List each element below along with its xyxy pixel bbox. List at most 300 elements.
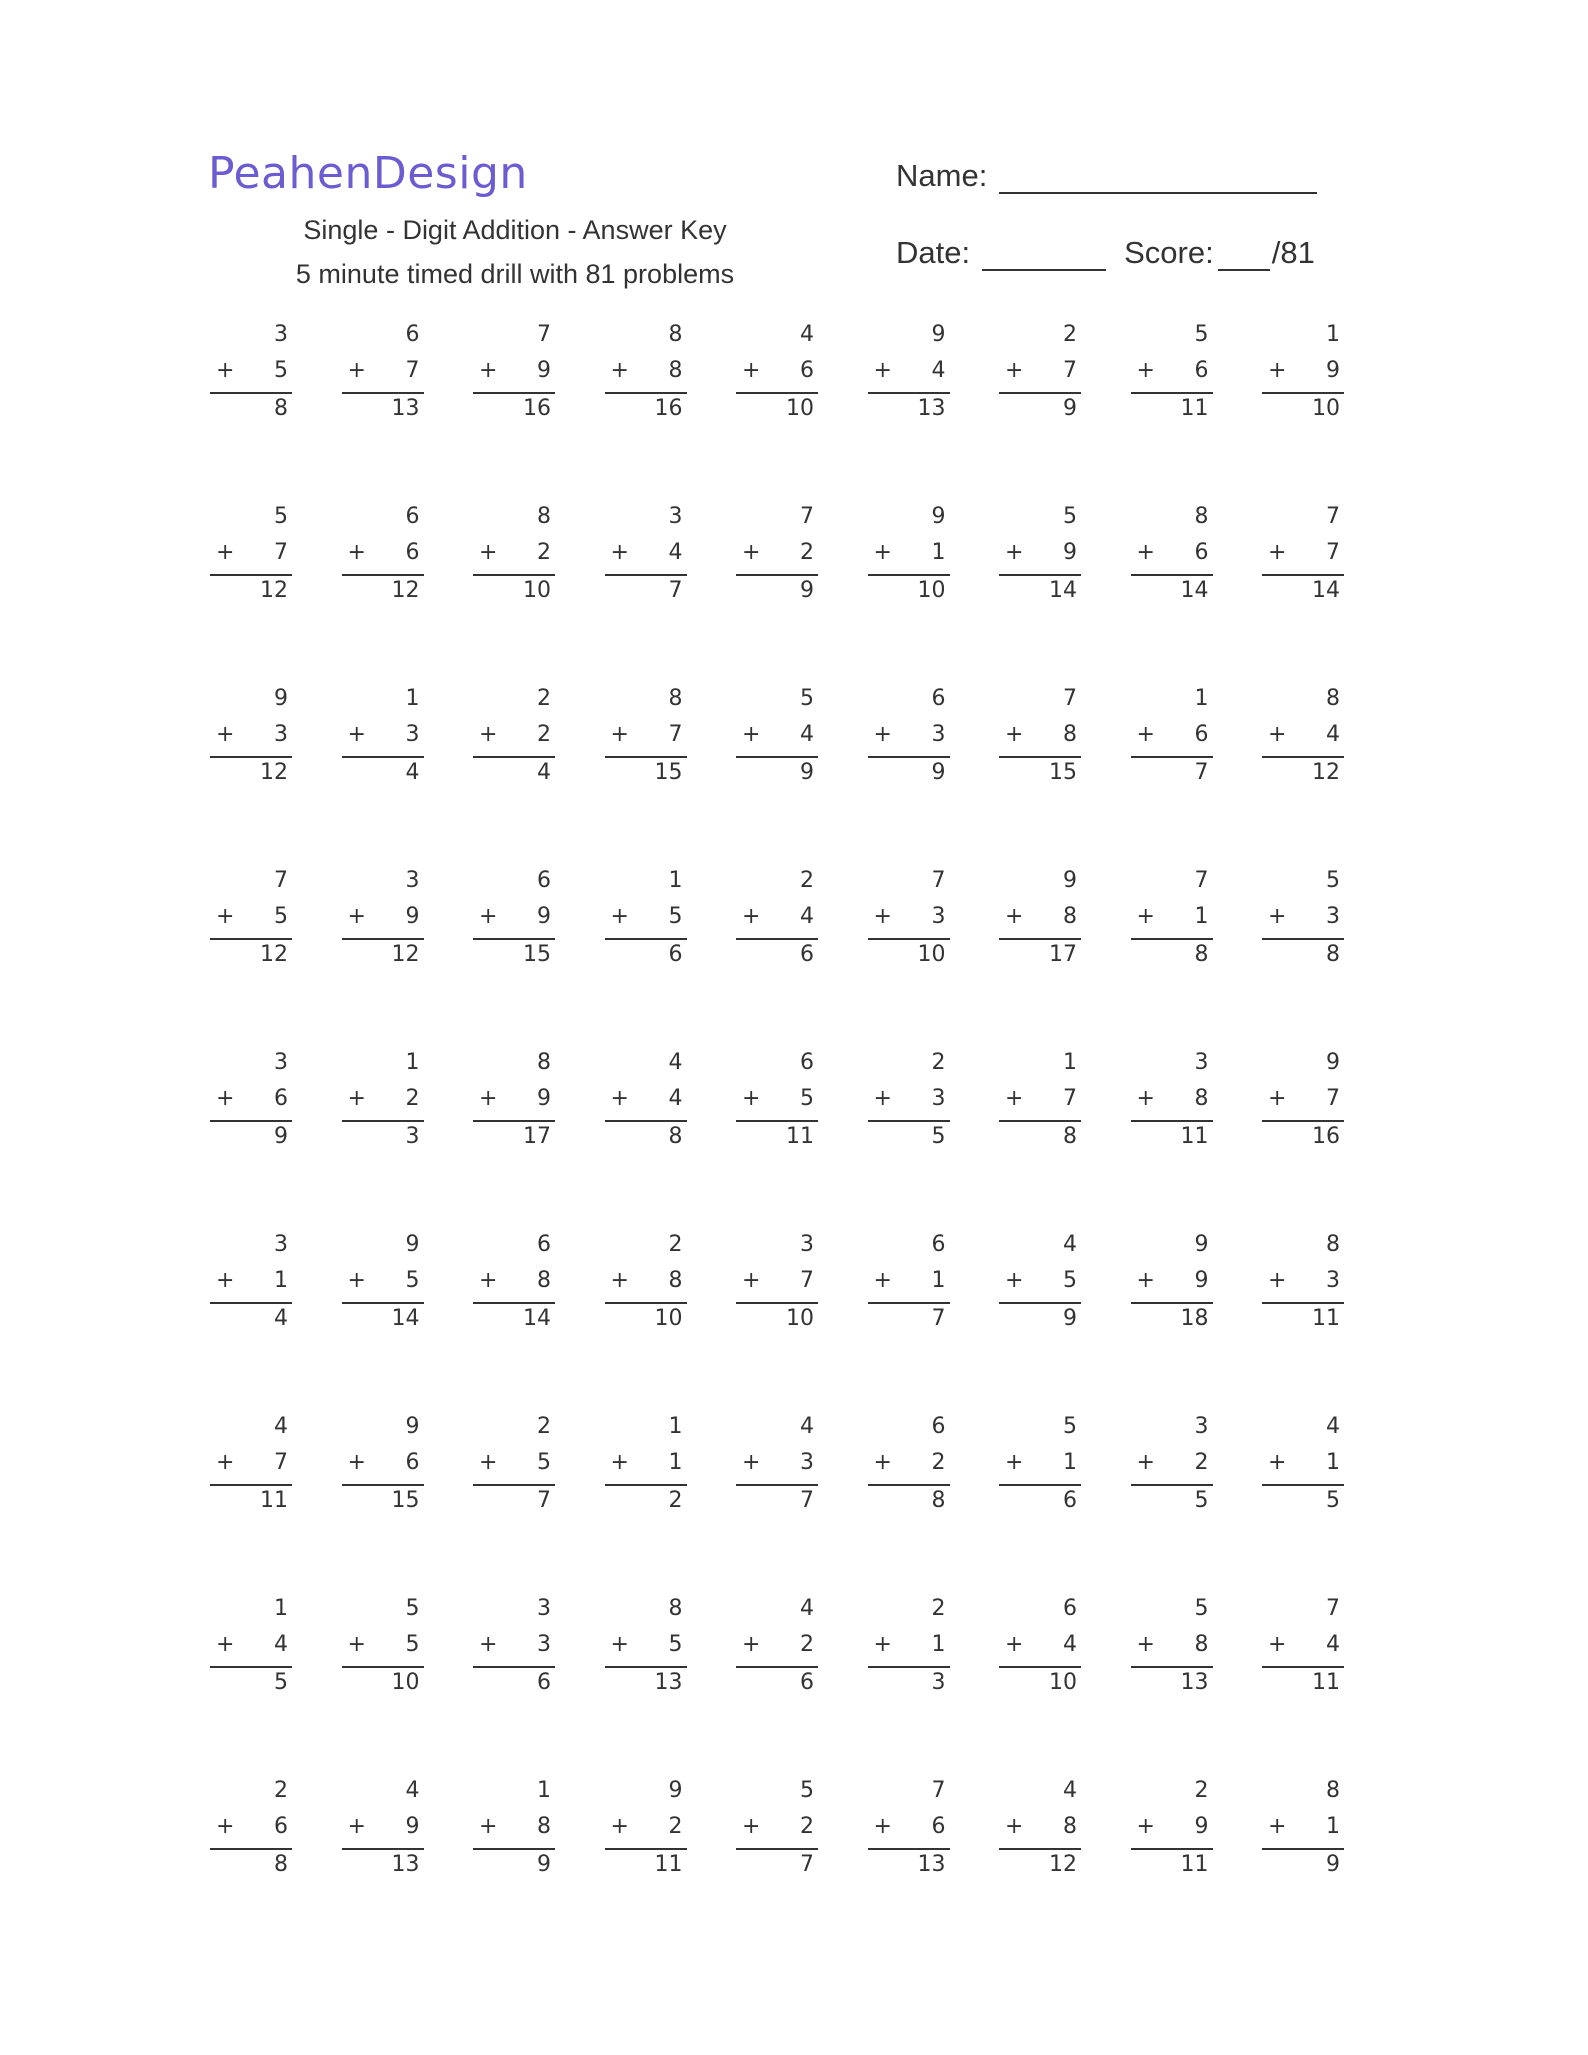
answer: 8 <box>1194 942 1209 967</box>
sum-line <box>1131 574 1213 576</box>
answer: 12 <box>391 578 420 603</box>
sum-line <box>473 1120 555 1122</box>
addition-problem <box>1262 322 1344 432</box>
addend-top: 2 <box>537 686 551 711</box>
addition-problem <box>210 686 292 796</box>
plus-sign: + <box>1136 722 1155 747</box>
addend-bottom: 1 <box>668 1450 683 1475</box>
sum-line <box>736 1666 818 1668</box>
addend-bottom: 9 <box>537 358 551 383</box>
sum-line <box>868 392 950 394</box>
addend-top: 2 <box>1194 1778 1209 1803</box>
addend-top: 5 <box>1194 1596 1209 1621</box>
addition-problem <box>868 686 950 796</box>
addend-bottom: 3 <box>1326 904 1340 929</box>
answer: 5 <box>1194 1488 1209 1513</box>
addition-problem <box>999 322 1081 432</box>
addend-bottom: 6 <box>1194 358 1209 383</box>
plus-sign: + <box>873 1814 892 1839</box>
addition-problem <box>210 868 292 978</box>
addend-bottom: 5 <box>405 1632 420 1657</box>
addend-bottom: 2 <box>1194 1450 1209 1475</box>
addend-bottom: 7 <box>405 358 420 383</box>
addition-problem <box>868 1414 950 1524</box>
plus-sign: + <box>610 1632 629 1657</box>
answer: 9 <box>931 760 946 785</box>
addition-problem <box>605 1414 687 1524</box>
answer: 3 <box>405 1124 420 1149</box>
addend-top: 8 <box>1326 1778 1340 1803</box>
plus-sign: + <box>479 1086 498 1111</box>
sum-line <box>868 1666 950 1668</box>
sum-line <box>473 756 555 758</box>
plus-sign: + <box>1268 1268 1287 1293</box>
sum-line <box>342 756 424 758</box>
addend-top: 1 <box>1063 1050 1077 1075</box>
worksheet-title: Single - Digit Addition - Answer Key <box>303 215 727 245</box>
sum-line <box>1131 392 1213 394</box>
addition-problem <box>868 1778 950 1888</box>
answer: 15 <box>391 1488 420 1513</box>
plus-sign: + <box>873 904 892 929</box>
sum-line <box>605 1484 687 1486</box>
addend-bottom: 4 <box>668 540 683 565</box>
sum-line <box>210 1848 292 1850</box>
sum-line <box>1131 1120 1213 1122</box>
sum-line <box>1262 1120 1344 1122</box>
date-label: Date: <box>896 235 971 270</box>
answer: 9 <box>1063 396 1077 421</box>
addend-top: 6 <box>931 1232 946 1257</box>
answer: 12 <box>260 578 288 603</box>
addend-top: 1 <box>405 1050 420 1075</box>
plus-sign: + <box>742 904 761 929</box>
addend-bottom: 6 <box>800 358 814 383</box>
sum-line <box>342 1484 424 1486</box>
addend-bottom: 7 <box>1063 358 1077 383</box>
sum-line <box>999 1302 1081 1304</box>
addend-top: 3 <box>405 868 420 893</box>
addition-problem <box>342 1414 424 1524</box>
plus-sign: + <box>347 904 366 929</box>
addition-problem <box>1131 1232 1213 1342</box>
addition-problem <box>999 1778 1081 1888</box>
addition-problem <box>736 1778 818 1888</box>
plus-sign: + <box>216 722 235 747</box>
answer: 6 <box>800 942 814 967</box>
addend-top: 3 <box>1194 1050 1209 1075</box>
plus-sign: + <box>1136 1268 1155 1293</box>
answer: 13 <box>917 1852 946 1877</box>
plus-sign: + <box>347 1086 366 1111</box>
plus-sign: + <box>1136 1086 1155 1111</box>
addend-bottom: 9 <box>1194 1814 1209 1839</box>
addend-top: 2 <box>668 1232 683 1257</box>
plus-sign: + <box>216 358 235 383</box>
answer: 7 <box>931 1306 946 1331</box>
addition-problem <box>473 322 555 432</box>
plus-sign: + <box>479 540 498 565</box>
addend-top: 9 <box>1326 1050 1340 1075</box>
plus-sign: + <box>216 1632 235 1657</box>
addend-bottom: 8 <box>668 358 683 383</box>
answer: 8 <box>668 1124 683 1149</box>
sum-line <box>473 1302 555 1304</box>
plus-sign: + <box>216 1814 235 1839</box>
plus-sign: + <box>1005 904 1024 929</box>
addition-problem <box>736 322 818 432</box>
addition-problem <box>736 1414 818 1524</box>
answer: 9 <box>800 578 814 603</box>
plus-sign: + <box>1005 540 1024 565</box>
answer: 8 <box>931 1488 946 1513</box>
addition-problem <box>1262 1596 1344 1706</box>
addend-bottom: 2 <box>537 722 551 747</box>
addend-bottom: 8 <box>1063 904 1077 929</box>
addend-top: 4 <box>1326 1414 1340 1439</box>
addend-top: 4 <box>1063 1232 1077 1257</box>
addition-problem <box>473 1596 555 1706</box>
addition-problem <box>736 1232 818 1342</box>
addition-problem <box>342 686 424 796</box>
plus-sign: + <box>479 358 498 383</box>
addend-bottom: 5 <box>668 904 683 929</box>
plus-sign: + <box>742 1450 761 1475</box>
addend-top: 6 <box>1063 1596 1077 1621</box>
addend-top: 5 <box>800 1778 814 1803</box>
sum-line <box>210 392 292 394</box>
addend-bottom: 1 <box>931 1268 946 1293</box>
addend-bottom: 6 <box>274 1814 288 1839</box>
sum-line <box>736 938 818 940</box>
plus-sign: + <box>610 1814 629 1839</box>
sum-line <box>1262 1484 1344 1486</box>
addend-bottom: 9 <box>1194 1268 1209 1293</box>
addend-top: 1 <box>1194 686 1209 711</box>
addend-top: 2 <box>931 1596 946 1621</box>
addition-problem <box>342 322 424 432</box>
answer: 5 <box>1326 1488 1340 1513</box>
addition-problem <box>736 1596 818 1706</box>
plus-sign: + <box>1268 1086 1287 1111</box>
addend-bottom: 1 <box>274 1268 288 1293</box>
answer: 15 <box>523 942 551 967</box>
addition-problem <box>1131 322 1213 432</box>
addend-bottom: 1 <box>1326 1814 1340 1839</box>
answer: 8 <box>274 1852 288 1877</box>
addend-bottom: 5 <box>668 1632 683 1657</box>
plus-sign: + <box>1005 1086 1024 1111</box>
addition-problem <box>736 504 818 614</box>
addend-top: 8 <box>668 1596 683 1621</box>
addend-bottom: 2 <box>537 540 551 565</box>
addition-problem <box>999 1232 1081 1342</box>
addend-top: 7 <box>800 504 814 529</box>
answer: 7 <box>800 1852 814 1877</box>
addend-top: 7 <box>1326 504 1340 529</box>
plus-sign: + <box>1005 1632 1024 1657</box>
addend-top: 8 <box>668 686 683 711</box>
answer: 14 <box>1180 578 1209 603</box>
answer: 6 <box>800 1670 814 1695</box>
plus-sign: + <box>873 540 892 565</box>
plus-sign: + <box>873 358 892 383</box>
plus-sign: + <box>347 722 366 747</box>
name-label: Name: <box>896 158 988 193</box>
sum-line <box>210 756 292 758</box>
answer: 11 <box>1180 1852 1209 1877</box>
plus-sign: + <box>1268 1814 1287 1839</box>
addend-top: 8 <box>1326 686 1340 711</box>
addend-top: 9 <box>405 1414 420 1439</box>
addend-top: 3 <box>274 322 288 347</box>
addend-top: 7 <box>274 868 288 893</box>
sum-line <box>605 938 687 940</box>
addend-bottom: 9 <box>537 1086 551 1111</box>
addition-problem <box>1131 1778 1213 1888</box>
addend-bottom: 2 <box>405 1086 420 1111</box>
addend-bottom: 2 <box>668 1814 683 1839</box>
plus-sign: + <box>216 540 235 565</box>
addend-bottom: 6 <box>405 1450 420 1475</box>
plus-sign: + <box>347 1632 366 1657</box>
score-total: /81 <box>1271 235 1315 270</box>
addend-top: 8 <box>537 504 551 529</box>
addition-problem <box>605 1596 687 1706</box>
addition-problem <box>868 868 950 978</box>
addend-bottom: 5 <box>274 904 288 929</box>
answer: 14 <box>391 1306 420 1331</box>
answer: 2 <box>668 1488 683 1513</box>
addend-bottom: 4 <box>1326 1632 1340 1657</box>
sum-line <box>605 756 687 758</box>
addend-top: 3 <box>537 1596 551 1621</box>
addition-problem <box>999 504 1081 614</box>
addend-bottom: 8 <box>537 1814 551 1839</box>
addition-problem <box>868 1232 950 1342</box>
addition-problem <box>605 1232 687 1342</box>
sum-line <box>1262 392 1344 394</box>
addend-top: 8 <box>537 1050 551 1075</box>
addition-problem <box>210 504 292 614</box>
addition-problem <box>473 504 555 614</box>
addition-problem <box>342 504 424 614</box>
addend-top: 9 <box>405 1232 420 1257</box>
addend-top: 6 <box>405 322 420 347</box>
addend-bottom: 1 <box>1194 904 1209 929</box>
sum-line <box>210 574 292 576</box>
answer: 14 <box>1049 578 1077 603</box>
answer: 8 <box>1063 1124 1077 1149</box>
sum-line <box>736 574 818 576</box>
answer: 10 <box>391 1670 420 1695</box>
sum-line <box>210 1666 292 1668</box>
plus-sign: + <box>742 722 761 747</box>
addition-problem <box>210 1232 292 1342</box>
addition-problem <box>1131 1050 1213 1160</box>
plus-sign: + <box>1136 1450 1155 1475</box>
sum-line <box>605 574 687 576</box>
addend-bottom: 9 <box>405 904 420 929</box>
answer: 7 <box>668 578 683 603</box>
sum-line <box>342 938 424 940</box>
addend-top: 2 <box>1063 322 1077 347</box>
addend-bottom: 1 <box>931 1632 946 1657</box>
addend-bottom: 5 <box>537 1450 551 1475</box>
sum-line <box>342 1666 424 1668</box>
sum-line <box>342 574 424 576</box>
sum-line <box>342 1848 424 1850</box>
addend-bottom: 6 <box>405 540 420 565</box>
addition-problem <box>473 1232 555 1342</box>
sum-line <box>999 938 1081 940</box>
addition-problem <box>473 868 555 978</box>
addend-top: 1 <box>1326 322 1340 347</box>
addend-bottom: 4 <box>1326 722 1340 747</box>
addend-bottom: 1 <box>1063 1450 1077 1475</box>
addend-bottom: 1 <box>931 540 946 565</box>
addition-problem <box>605 868 687 978</box>
addend-top: 4 <box>1063 1778 1077 1803</box>
answer: 15 <box>654 760 683 785</box>
addend-top: 4 <box>668 1050 683 1075</box>
addition-problem <box>999 686 1081 796</box>
plus-sign: + <box>610 722 629 747</box>
addend-top: 4 <box>274 1414 288 1439</box>
sum-line <box>868 1848 950 1850</box>
answer: 9 <box>274 1124 288 1149</box>
plus-sign: + <box>1268 904 1287 929</box>
addition-problem <box>1131 1596 1213 1706</box>
addend-bottom: 7 <box>274 540 288 565</box>
addend-bottom: 4 <box>668 1086 683 1111</box>
addend-bottom: 9 <box>1063 540 1077 565</box>
plus-sign: + <box>1005 1450 1024 1475</box>
answer: 12 <box>1049 1852 1077 1877</box>
addend-bottom: 7 <box>1326 540 1340 565</box>
sum-line <box>1262 1666 1344 1668</box>
plus-sign: + <box>1136 1632 1155 1657</box>
answer: 11 <box>1180 1124 1209 1149</box>
plus-sign: + <box>873 722 892 747</box>
addend-bottom: 8 <box>1194 1086 1209 1111</box>
plus-sign: + <box>216 1450 235 1475</box>
answer: 4 <box>537 760 551 785</box>
plus-sign: + <box>873 1268 892 1293</box>
sum-line <box>868 574 950 576</box>
answer: 14 <box>1312 578 1340 603</box>
sum-line <box>1262 756 1344 758</box>
plus-sign: + <box>610 1268 629 1293</box>
addition-problem <box>1131 868 1213 978</box>
addition-problem <box>1262 1232 1344 1342</box>
addend-bottom: 2 <box>931 1450 946 1475</box>
addend-bottom: 8 <box>537 1268 551 1293</box>
addend-top: 3 <box>800 1232 814 1257</box>
addend-bottom: 5 <box>405 1268 420 1293</box>
plus-sign: + <box>1268 722 1287 747</box>
addend-top: 9 <box>931 504 946 529</box>
addition-problem <box>342 1232 424 1342</box>
addition-problem <box>868 1596 950 1706</box>
addition-problem <box>342 868 424 978</box>
addend-top: 5 <box>405 1596 420 1621</box>
answer: 9 <box>537 1852 551 1877</box>
addend-bottom: 3 <box>1326 1268 1340 1293</box>
addend-bottom: 8 <box>1063 722 1077 747</box>
plus-sign: + <box>1268 358 1287 383</box>
addition-problem <box>999 868 1081 978</box>
addition-problem <box>605 1778 687 1888</box>
addition-problem <box>868 1050 950 1160</box>
answer: 12 <box>391 942 420 967</box>
addend-top: 6 <box>405 504 420 529</box>
plus-sign: + <box>610 358 629 383</box>
addend-top: 4 <box>800 322 814 347</box>
answer: 10 <box>917 942 946 967</box>
sum-line <box>473 1484 555 1486</box>
answer: 17 <box>523 1124 551 1149</box>
plus-sign: + <box>742 1814 761 1839</box>
addend-top: 1 <box>668 868 683 893</box>
answer: 16 <box>523 396 551 421</box>
sum-line <box>1131 938 1213 940</box>
addend-bottom: 6 <box>1194 540 1209 565</box>
plus-sign: + <box>347 1814 366 1839</box>
sum-line <box>1262 1848 1344 1850</box>
addend-top: 1 <box>405 686 420 711</box>
answer: 12 <box>260 942 288 967</box>
addend-top: 8 <box>1194 504 1209 529</box>
plus-sign: + <box>1136 358 1155 383</box>
answer: 7 <box>537 1488 551 1513</box>
answer: 11 <box>654 1852 683 1877</box>
addend-top: 7 <box>1326 1596 1340 1621</box>
sum-line <box>1131 1848 1213 1850</box>
addend-bottom: 2 <box>800 1632 814 1657</box>
addend-bottom: 8 <box>1063 1814 1077 1839</box>
addend-top: 5 <box>1063 504 1077 529</box>
sum-line <box>473 392 555 394</box>
addend-bottom: 5 <box>800 1086 814 1111</box>
addition-problem <box>342 1050 424 1160</box>
addition-problem <box>736 1050 818 1160</box>
addition-problem <box>342 1596 424 1706</box>
plus-sign: + <box>1005 358 1024 383</box>
addition-problem <box>473 1050 555 1160</box>
sum-line <box>999 1666 1081 1668</box>
addition-problem <box>473 686 555 796</box>
addend-top: 6 <box>800 1050 814 1075</box>
answer: 10 <box>786 396 814 421</box>
answer: 11 <box>260 1488 288 1513</box>
sum-line <box>605 1120 687 1122</box>
addend-top: 2 <box>537 1414 551 1439</box>
sum-line <box>1131 1302 1213 1304</box>
answer: 7 <box>1194 760 1209 785</box>
plus-sign: + <box>742 1268 761 1293</box>
sum-line <box>473 574 555 576</box>
addend-top: 5 <box>1194 322 1209 347</box>
score-label: Score: <box>1124 235 1214 270</box>
addend-bottom: 9 <box>405 1814 420 1839</box>
addend-top: 4 <box>800 1414 814 1439</box>
plus-sign: + <box>742 358 761 383</box>
addend-top: 7 <box>931 1778 946 1803</box>
answer: 13 <box>654 1670 683 1695</box>
addition-problem <box>999 1596 1081 1706</box>
addend-top: 5 <box>800 686 814 711</box>
